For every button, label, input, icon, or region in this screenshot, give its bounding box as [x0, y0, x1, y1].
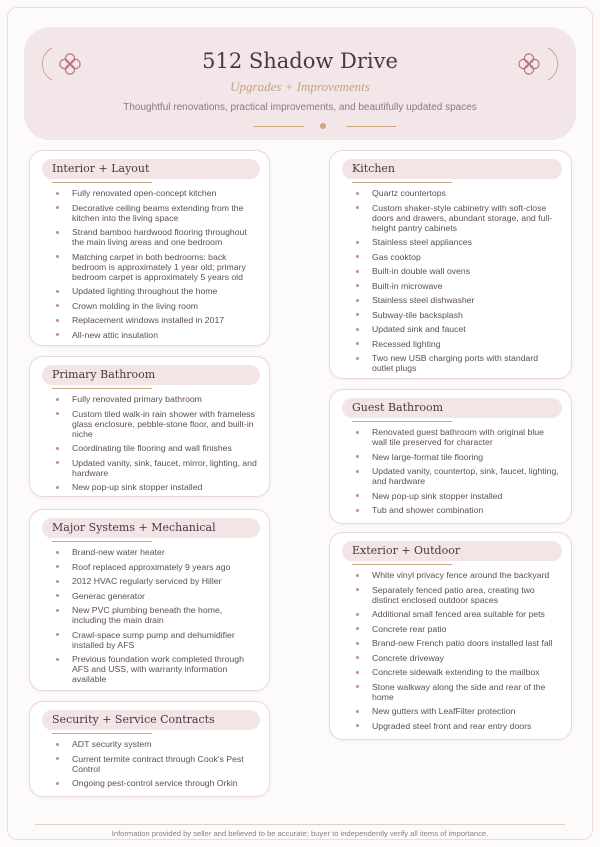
section-header-pill [42, 518, 260, 538]
section-list [356, 188, 559, 378]
list-item: Updated sink and faucet [356, 324, 559, 334]
section-list [56, 394, 257, 497]
section-header-pill [342, 159, 562, 179]
list-item: Custom tiled walk-in rain shower with frameless glass enclosure, pebble-stone floor, and built-in niche [56, 409, 257, 439]
section-title: Security + Service Contracts [52, 713, 215, 726]
list-item: Previous foundation work completed through AFS and USS, with warranty information available [56, 654, 257, 684]
list-item: Built-in microwave [356, 281, 559, 291]
header-banner [24, 27, 576, 140]
list-item: Fully renovated open-concept kitchen [56, 188, 257, 198]
list-item: New pop-up sink stopper installed [56, 482, 257, 492]
section-header-pill [42, 710, 260, 730]
list-item: New large-format tile flooring [356, 452, 559, 462]
list-item: Crown molding in the living room [56, 301, 257, 311]
section-card-security [29, 701, 270, 797]
list-item: Recessed lighting [356, 339, 559, 349]
list-item: Brand-new water heater [56, 547, 257, 557]
list-item: Separately fenced patio area, creating two distinct enclosed outdoor spaces [356, 585, 559, 605]
section-header-pill [42, 365, 260, 385]
header-divider-dot [320, 123, 326, 129]
section-title: Kitchen [352, 162, 395, 175]
footer-disclaimer: Information provided by seller and believed to be accurate; buyer to independently verify all items of importance. [111, 829, 489, 838]
section-list [356, 427, 559, 520]
list-item: All-new attic insulation [56, 330, 257, 340]
list-item: Built-in double wall ovens [356, 266, 559, 276]
section-list [56, 547, 257, 689]
list-item: Quartz countertops [356, 188, 559, 198]
header-divider-right [346, 126, 396, 127]
section-card-exterior [329, 532, 572, 740]
list-item: Renovated guest bathroom with original blue wall tile preserved for character [356, 427, 559, 447]
list-item: Gas cooktop [356, 252, 559, 262]
list-item: Custom shaker-style cabinetry with soft-close doors and drawers, abundant storage, and full-height pantry cabinets [356, 203, 559, 233]
section-title: Exterior + Outdoor [352, 544, 461, 557]
list-item: Replacement windows installed in 2017 [56, 315, 257, 325]
list-item: White vinyl privacy fence around the backyard [356, 570, 559, 580]
list-item: Subway-tile backsplash [356, 310, 559, 320]
list-item: Fully renovated primary bathroom [56, 394, 257, 404]
list-item: Ongoing pest-control service through Orkin [56, 778, 257, 788]
list-item: Generac generator [56, 591, 257, 601]
section-list [56, 188, 257, 344]
list-item: Decorative ceiling beams extending from the kitchen into the living space [56, 203, 257, 223]
page-tagline: Thoughtful renovations, practical improvements, and beautifully updated spaces [123, 102, 477, 113]
section-list [356, 570, 559, 735]
section-title: Interior + Layout [52, 162, 150, 175]
section-title: Major Systems + Mechanical [52, 521, 216, 534]
list-item: Brand-new French patio doors installed last fall [356, 638, 559, 648]
section-card-major-systems [29, 509, 270, 691]
section-card-interior [29, 150, 270, 346]
list-item: Concrete rear patio [356, 624, 559, 634]
list-item: Coordinating tile flooring and wall finishes [56, 443, 257, 453]
section-underline [52, 388, 152, 389]
list-item: Strand bamboo hardwood flooring throughout the main living areas and one bedroom [56, 227, 257, 247]
section-card-primary-bathroom [29, 356, 270, 497]
list-item: Updated vanity, countertop, sink, faucet, lighting, and hardware [356, 466, 559, 486]
list-item: New gutters with LeafFilter protection [356, 706, 559, 716]
section-underline [352, 564, 452, 565]
list-item: Two new USB charging ports with standard outlet plugs [356, 353, 559, 373]
section-underline [52, 541, 152, 542]
list-item: Stainless steel dishwasher [356, 295, 559, 305]
list-item: Stone walkway along the side and rear of the home [356, 682, 559, 702]
list-item: Upgraded steel front and rear entry doors [356, 721, 559, 731]
section-header-pill [342, 541, 562, 561]
section-underline [52, 182, 152, 183]
section-list [56, 739, 257, 793]
list-item: Concrete driveway [356, 653, 559, 663]
list-item: 2012 HVAC regularly serviced by Hiller [56, 576, 257, 586]
section-title: Primary Bathroom [52, 368, 156, 381]
list-item: Updated vanity, sink, faucet, mirror, lighting, and hardware [56, 458, 257, 478]
page-subtitle: Upgrades + Improvements [230, 79, 370, 94]
list-item: Matching carpet in both bedrooms: back bedroom is approximately 1 year old; primary bedroom carpet is approximately 5 years old [56, 252, 257, 282]
list-item: Current termite contract through Cook's Pest Control [56, 754, 257, 774]
list-item: Roof replaced approximately 9 years ago [56, 562, 257, 572]
list-item: Tub and shower combination [356, 505, 559, 515]
list-item: ADT security system [56, 739, 257, 749]
section-card-guest-bathroom [329, 389, 572, 524]
list-item: New PVC plumbing beneath the home, including the main drain [56, 605, 257, 625]
section-title: Guest Bathroom [352, 401, 444, 414]
page-title: 512 Shadow Drive [202, 49, 398, 73]
list-item: New pop-up sink stopper installed [356, 491, 559, 501]
list-item: Additional small fenced area suitable for pets [356, 609, 559, 619]
header-divider-left [254, 126, 304, 127]
section-underline [352, 421, 452, 422]
list-item: Crawl-space sump pump and dehumidifier installed by AFS [56, 630, 257, 650]
section-header-pill [42, 159, 260, 179]
list-item: Concrete sidewalk extending to the mailbox [356, 667, 559, 677]
footer-divider [35, 824, 565, 825]
section-underline [52, 733, 152, 734]
list-item: Updated lighting throughout the home [56, 286, 257, 296]
list-item: Stainless steel appliances [356, 237, 559, 247]
section-underline [352, 182, 452, 183]
section-header-pill [342, 398, 562, 418]
section-card-kitchen [329, 150, 572, 379]
